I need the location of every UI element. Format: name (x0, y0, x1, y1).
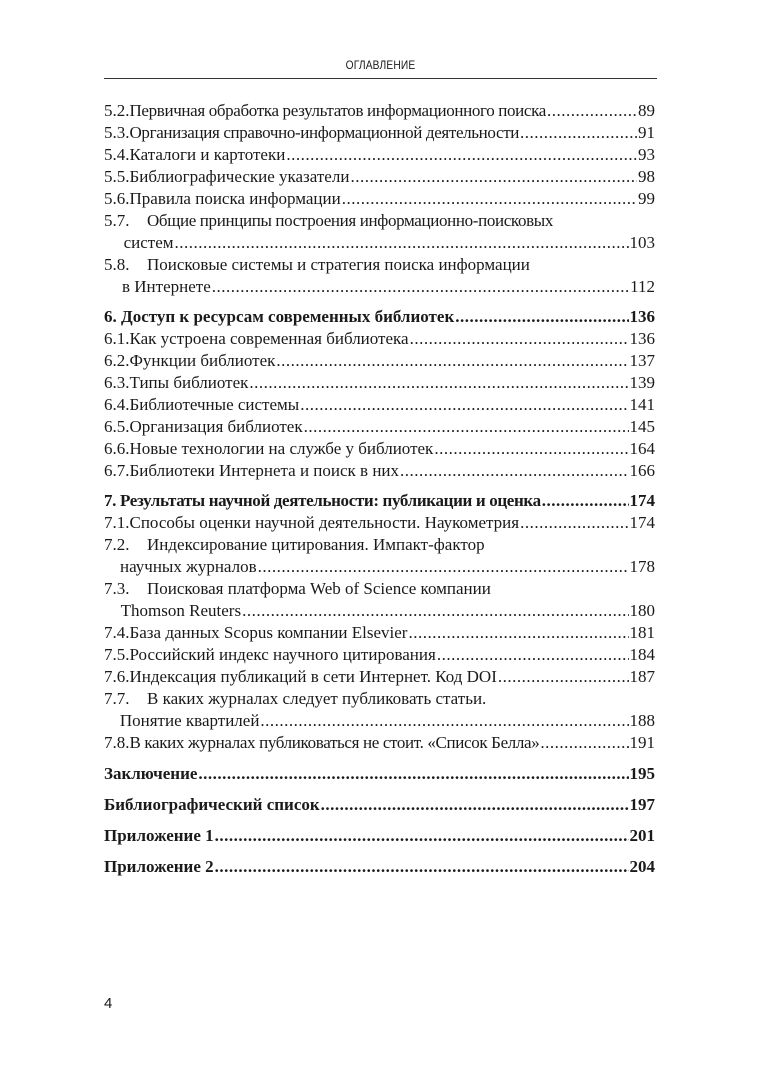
toc-entry[interactable] (104, 688, 655, 732)
toc-entry[interactable] (104, 512, 655, 534)
toc-line (104, 394, 655, 416)
entry-page: 195 (629, 764, 655, 783)
toc-line (104, 856, 655, 878)
entry-title: Общие принципы построения информационно-поисковых (147, 211, 554, 230)
toc-line (104, 350, 655, 372)
entry-title: Приложение 1 (104, 826, 214, 845)
entry-page: 204 (629, 857, 655, 876)
toc-line (104, 188, 655, 210)
entry-page: 137 (629, 351, 655, 370)
table-of-contents (104, 100, 655, 878)
toc-line-continued (104, 710, 655, 732)
entry-title: В каких журналах следует публиковать статьи. (147, 689, 487, 708)
entry-title: Новые технологии на службе у библиотек (129, 439, 434, 458)
toc-entry[interactable] (104, 306, 655, 328)
entry-title-continued: Thomson Reuters (120, 601, 242, 620)
dot-leader (300, 394, 628, 416)
entry-page: 93 (638, 145, 655, 164)
dot-leader (540, 732, 628, 754)
toc-entry[interactable] (104, 188, 655, 210)
toc-line-continued (104, 276, 655, 298)
dot-leader (260, 710, 628, 732)
entry-title: Поисковые системы и стратегия поиска информации (147, 255, 530, 274)
dot-leader (304, 416, 629, 438)
toc-entry[interactable] (104, 578, 655, 622)
toc-entry[interactable] (104, 372, 655, 394)
toc-entry[interactable] (104, 460, 655, 482)
dot-leader (434, 438, 628, 460)
entry-title: Каталоги и картотеки (129, 145, 286, 164)
entry-title: Библиографический список (104, 795, 320, 814)
entry-title: Библиотеки Интернета и поиск в них (129, 461, 400, 480)
dot-leader (455, 306, 628, 328)
toc-entry[interactable] (104, 100, 655, 122)
entry-number: 5.5. (104, 167, 130, 186)
entry-page: 139 (629, 373, 655, 392)
dot-leader (400, 460, 628, 482)
toc-line-continued (104, 556, 655, 578)
toc-line (104, 644, 655, 666)
dot-leader (437, 644, 629, 666)
entry-title: Библиографические указатели (129, 167, 350, 186)
toc-line (104, 416, 655, 438)
toc-entry[interactable] (104, 350, 655, 372)
toc-line-continued (104, 600, 655, 622)
entry-number: 7.7. (104, 689, 130, 708)
dot-leader (342, 188, 637, 210)
toc-line (104, 512, 655, 534)
entry-page: 197 (629, 795, 655, 814)
toc-entry[interactable] (104, 416, 655, 438)
toc-line (104, 372, 655, 394)
entry-number: 6.2. (104, 351, 130, 370)
entry-title: 7. Результаты научной деятельности: публикации и оценка (104, 491, 541, 510)
dot-leader (215, 825, 629, 847)
entry-page: 187 (629, 667, 655, 686)
entry-title: Функции библиотек (129, 351, 276, 370)
dot-leader (242, 600, 628, 622)
dot-leader (286, 144, 637, 166)
dot-leader (175, 232, 629, 254)
toc-line (104, 490, 655, 512)
dot-leader (520, 122, 637, 144)
toc-entry[interactable] (104, 622, 655, 644)
entry-number: 7.4. (104, 623, 130, 642)
entry-title: Правила поиска информации (129, 189, 341, 208)
entry-title: Библиотечные системы (129, 395, 300, 414)
dot-leader (212, 276, 629, 298)
toc-line (104, 210, 655, 232)
entry-title: Российский индекс научного цитирования (129, 645, 436, 664)
dot-leader (198, 763, 628, 785)
toc-line (104, 688, 655, 710)
entry-title: Организация справочно-информационной деятельности (129, 123, 520, 142)
toc-line (104, 166, 655, 188)
entry-number: 7.2. (104, 535, 130, 554)
dot-leader (321, 794, 629, 816)
entry-title: Заключение (104, 764, 198, 783)
dot-leader (350, 166, 637, 188)
entry-page: 164 (629, 439, 655, 458)
toc-line (104, 763, 655, 785)
dot-leader (410, 328, 629, 350)
entry-title: 6. Доступ к ресурсам современных библиотек (104, 307, 455, 326)
toc-entry[interactable] (104, 856, 655, 878)
entry-page: 89 (638, 101, 655, 120)
toc-entry[interactable] (104, 732, 655, 754)
toc-entry[interactable] (104, 328, 655, 350)
dot-leader (498, 666, 629, 688)
entry-page: 141 (629, 395, 655, 414)
dot-leader (215, 856, 629, 878)
entry-page: 184 (629, 645, 655, 664)
entry-number: 6.7. (104, 461, 130, 480)
toc-line (104, 100, 655, 122)
toc-entry[interactable] (104, 763, 655, 785)
entry-title: Индексирование цитирования. Импакт-фактор (147, 535, 485, 554)
page-number: 4 (104, 995, 113, 1012)
entry-title: Организация библиотек (129, 417, 303, 436)
toc-entry[interactable] (104, 644, 655, 666)
toc-entry[interactable] (104, 438, 655, 460)
entry-page: 112 (630, 277, 655, 296)
toc-line (104, 254, 655, 276)
entry-page: 136 (629, 329, 655, 348)
toc-entry[interactable] (104, 825, 655, 847)
entry-page: 99 (638, 189, 655, 208)
toc-line (104, 622, 655, 644)
entry-page: 188 (629, 711, 655, 730)
entry-title: Способы оценки научной деятельности. Наукометрия (129, 513, 520, 532)
entry-page: 136 (629, 307, 655, 326)
entry-title: Первичная обработка результатов информационного поиска (129, 101, 546, 120)
entry-number: 7.8. (104, 733, 130, 752)
toc-entry[interactable] (104, 254, 655, 298)
dot-leader (542, 490, 629, 512)
dot-leader (276, 350, 628, 372)
toc-line (104, 732, 655, 754)
entry-number: 5.8. (104, 255, 130, 274)
entry-number: 6.6. (104, 439, 130, 458)
entry-page: 181 (629, 623, 655, 642)
dot-leader (249, 372, 628, 394)
entry-page: 178 (629, 557, 655, 576)
entry-number: 5.4. (104, 145, 130, 164)
entry-title: Индексация публикаций в сети Интернет. Код DOI (129, 667, 497, 686)
toc-line (104, 328, 655, 350)
entry-number: 5.7. (104, 211, 130, 230)
toc-line (104, 578, 655, 600)
entry-page: 191 (629, 733, 655, 752)
entry-number: 5.6. (104, 189, 130, 208)
entry-number: 7.1. (104, 513, 130, 532)
entry-page: 145 (629, 417, 655, 436)
toc-entry[interactable] (104, 394, 655, 416)
toc-entry[interactable] (104, 122, 655, 144)
entry-number: 5.3. (104, 123, 130, 142)
entry-number: 6.1. (104, 329, 130, 348)
entry-number: 5.2. (104, 101, 130, 120)
entry-title: Поисковая платформа Web of Science компании (147, 579, 491, 598)
entry-number: 7.3. (104, 579, 130, 598)
entry-number: 6.4. (104, 395, 130, 414)
dot-leader (408, 622, 628, 644)
toc-entry[interactable] (104, 144, 655, 166)
toc-line (104, 666, 655, 688)
toc-entry[interactable] (104, 794, 655, 816)
entry-title-continued: Понятие квартилей (119, 711, 260, 730)
dot-leader (520, 512, 628, 534)
toc-line (104, 144, 655, 166)
entry-title: База данных Scopus компании Elsevier (129, 623, 408, 642)
entry-page: 201 (629, 826, 655, 845)
entry-title: Как устроена современная библиотека (129, 329, 409, 348)
entry-number: 6.3. (104, 373, 130, 392)
toc-entry[interactable] (104, 534, 655, 578)
entry-title: В каких журналах публиковаться не стоит. «Список Белла» (129, 733, 540, 752)
entry-title-continued: в Интернете (122, 277, 211, 296)
header-rule (104, 78, 657, 79)
toc-line (104, 438, 655, 460)
toc-line (104, 122, 655, 144)
toc-line (104, 794, 655, 816)
toc-entry[interactable] (104, 666, 655, 688)
entry-page: 174 (629, 513, 655, 532)
toc-entry[interactable] (104, 210, 655, 254)
entry-page: 103 (629, 233, 655, 252)
dot-leader (547, 100, 637, 122)
toc-entry[interactable] (104, 166, 655, 188)
entry-number: 7.5. (104, 645, 130, 664)
entry-title-continued: систем (123, 233, 174, 252)
entry-number: 7.6. (104, 667, 130, 686)
entry-page: 174 (629, 491, 655, 510)
entry-page: 166 (629, 461, 655, 480)
toc-line (104, 825, 655, 847)
entry-page: 98 (638, 167, 655, 186)
entry-page: 180 (629, 601, 655, 620)
toc-line (104, 460, 655, 482)
toc-line (104, 306, 655, 328)
entry-title: Приложение 2 (104, 857, 214, 876)
dot-leader (258, 556, 629, 578)
toc-line (104, 534, 655, 556)
running-header: ОГЛАВЛЕНИЕ (345, 58, 416, 72)
entry-title-continued: научных журналов (119, 557, 257, 576)
toc-line-continued (104, 232, 655, 254)
entry-number: 6.5. (104, 417, 130, 436)
entry-title: Типы библиотек (129, 373, 249, 392)
entry-page: 91 (638, 123, 655, 142)
toc-entry[interactable] (104, 490, 655, 512)
